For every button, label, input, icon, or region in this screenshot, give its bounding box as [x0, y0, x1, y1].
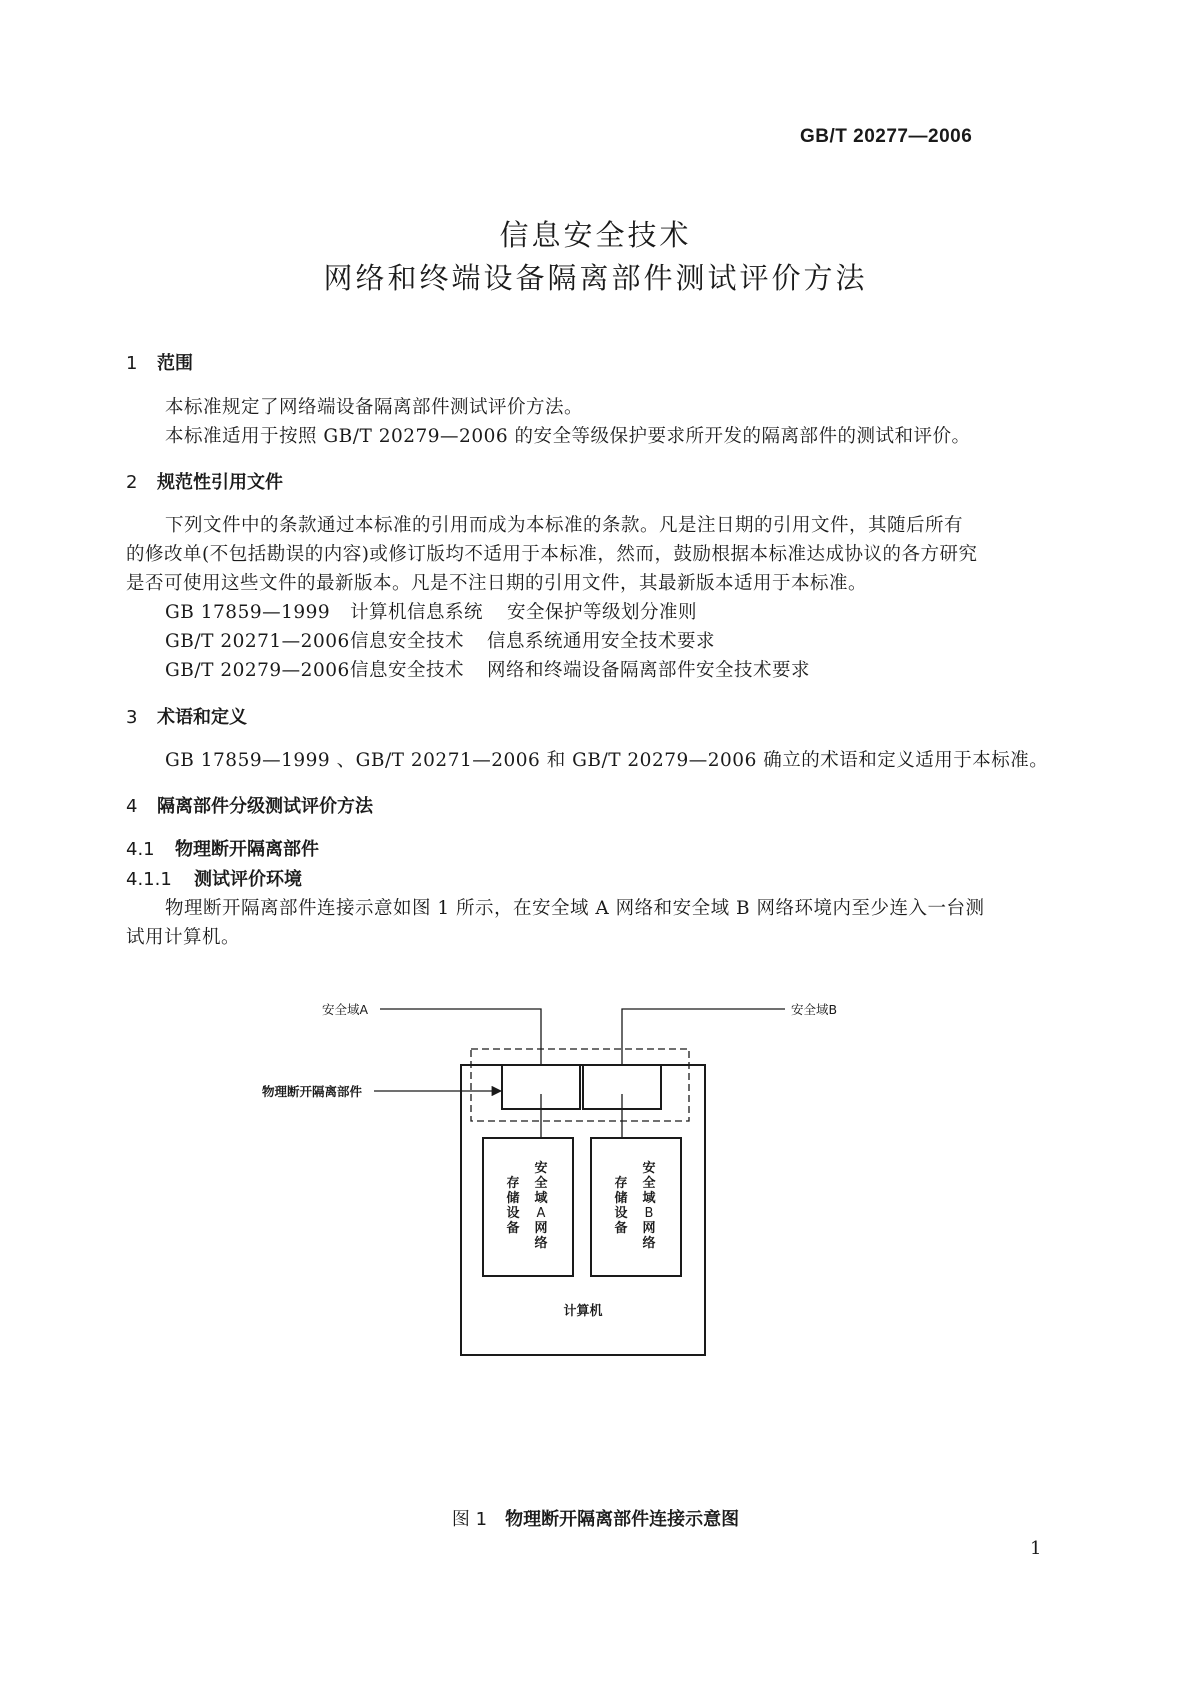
section-title: 术语和定义 [157, 707, 247, 728]
label-isolation-component: 物理断开隔离部件 [262, 1084, 363, 1099]
section-number: 4 [126, 796, 138, 817]
reference-title: 安全保护等级划分准则 [507, 602, 698, 623]
section-4-1-1-paragraph-line-2: 试用计算机。 [126, 927, 241, 948]
storage-a-text [506, 1160, 548, 1251]
label-domain-a: 安全域A [322, 1002, 369, 1017]
svg-text:全: 全 [642, 1176, 656, 1191]
storage-b-text [614, 1160, 656, 1251]
svg-text:储: 储 [506, 1191, 520, 1206]
svg-text:网: 网 [642, 1221, 656, 1236]
storage-box-b [591, 1138, 681, 1276]
section-title: 测试评价环境 [194, 869, 302, 890]
connector-domain-a [380, 1009, 541, 1065]
section-title: 物理断开隔离部件 [175, 839, 319, 860]
section-number: 4.1.1 [126, 869, 172, 890]
reference-part: 信息安全技术 [350, 660, 465, 681]
reference-code: GB/T 20271—2006 [165, 631, 350, 652]
reference-code: GB 17859—1999 [165, 602, 331, 623]
svg-text:储: 储 [614, 1191, 628, 1206]
section-title: 规范性引用文件 [157, 472, 283, 493]
svg-text:安: 安 [534, 1161, 548, 1176]
section-2-paragraph-line-2: 的修改单(不包括勘误的内容)或修订版均不适用于本标准，然而，鼓励根据本标准达成协议的各方研究 [126, 544, 978, 565]
title-line-2: 网络和终端设备隔离部件测试评价方法 [323, 261, 868, 295]
label-computer: 计算机 [563, 1304, 603, 1319]
reference-part: 计算机信息系统 [350, 602, 484, 623]
section-number: 3 [126, 707, 138, 728]
label-domain-b: 安全域B [791, 1002, 838, 1017]
section-2-paragraph-line-3: 是否可使用这些文件的最新版本。凡是不注日期的引用文件，其最新版本适用于本标准。 [126, 573, 868, 594]
section-2-paragraph-line-1: 下列文件中的条款通过本标准的引用而成为本标准的条款。凡是注日期的引用文件，其随后所有 [165, 515, 964, 536]
svg-text:安: 安 [642, 1161, 656, 1176]
section-4-1-1-paragraph-line-1: 物理断开隔离部件连接示意如图 1 所示，在安全域 A 网络和安全域 B 网络环境内至少连入一台测 [165, 898, 985, 919]
svg-text:备: 备 [614, 1221, 628, 1236]
svg-text:络: 络 [534, 1236, 548, 1251]
svg-text:全: 全 [534, 1176, 548, 1191]
section-number: 2 [126, 472, 138, 493]
svg-text:设: 设 [614, 1206, 628, 1221]
section-3-paragraph: GB 17859—1999 、GB/T 20271—2006 和 GB/T 20279—2006 确立的术语和定义适用于本标准。 [165, 750, 1049, 771]
figure-caption [0, 1505, 1191, 1531]
svg-text:域: 域 [642, 1191, 656, 1206]
reference-code: GB/T 20279—2006 [165, 660, 350, 681]
section-number: 1 [126, 353, 138, 374]
standard-code: GB/T 20277—2006 [800, 126, 973, 147]
section-title: 范围 [157, 353, 193, 374]
section-number: 4.1 [126, 839, 155, 860]
title-line-1: 信息安全技术 [499, 218, 692, 252]
figure-caption-number: 图 1 [451, 1509, 488, 1530]
section-1-paragraph-1: 本标准规定了网络端设备隔离部件测试评价方法。 [165, 397, 584, 418]
svg-text:B: B [644, 1206, 654, 1221]
svg-text:网: 网 [534, 1221, 548, 1236]
figure-caption-text: 物理断开隔离部件连接示意图 [505, 1509, 740, 1530]
section-title: 隔离部件分级测试评价方法 [157, 796, 373, 817]
svg-text:存: 存 [614, 1176, 628, 1191]
reference-title: 信息系统通用安全技术要求 [487, 631, 716, 652]
svg-text:设: 设 [506, 1206, 520, 1221]
reference-title: 网络和终端设备隔离部件安全技术要求 [487, 660, 811, 681]
page-number: 1 [1030, 1538, 1042, 1559]
storage-box-a [483, 1138, 573, 1276]
connector-domain-b [622, 1009, 785, 1065]
reference-part: 信息安全技术 [350, 631, 465, 652]
svg-text:存: 存 [506, 1176, 520, 1191]
svg-text:A: A [536, 1206, 546, 1221]
svg-text:域: 域 [534, 1191, 548, 1206]
svg-text:络: 络 [642, 1236, 656, 1251]
section-1-paragraph-2: 本标准适用于按照 GB/T 20279—2006 的安全等级保护要求所开发的隔离部件的测试和评价。 [165, 426, 971, 447]
svg-text:备: 备 [506, 1221, 520, 1236]
